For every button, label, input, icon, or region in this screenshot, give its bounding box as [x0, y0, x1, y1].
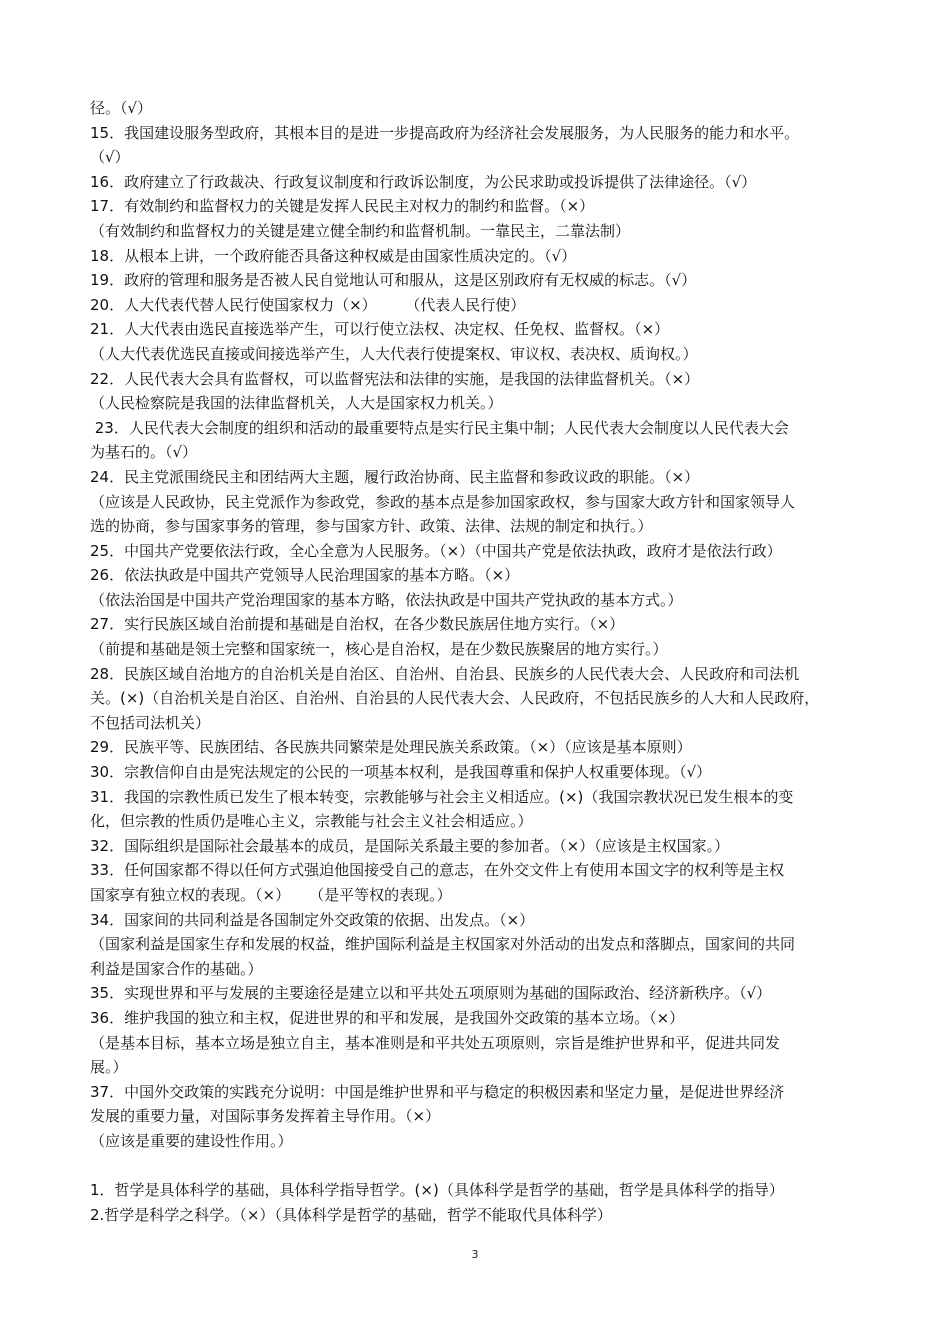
text-line: （国家利益是国家生存和发展的权益，维护国际利益是主权国家对外活动的出发点和落脚点，国家间的共同	[90, 935, 796, 954]
text-line: 16．政府建立了行政裁决、行政复议制度和行政诉讼制度，为公民求助或投诉提供了法律途径。（√）	[90, 172, 757, 191]
text-line: 发展的重要力量，对国际事务发挥着主导作用。（×）	[90, 1107, 441, 1126]
document-body	[90, 96, 870, 1227]
text-line: （人民检察院是我国的法律监督机关，人大是国家权力机关。）	[90, 394, 503, 413]
text-line: 关。(×)（自治机关是自治区、自治州、自治县的人民代表大会、人民政府，不包括民族乡的人大和人民政府，	[90, 689, 820, 708]
text-line: 不包括司法机关）	[90, 713, 211, 732]
text-line: （有效制约和监督权力的关键是建立健全制约和监督机制。一靠民主，二靠法制）	[90, 221, 631, 240]
text-line: （是基本目标，基本立场是独立自主，基本准则是和平共处五项原则，宗旨是维护世界和平，促进共同发	[90, 1033, 781, 1052]
text-line: 国家享有独立权的表现。（×） （是平等权的表现。）	[90, 886, 452, 904]
text-line: 选的协商，参与国家事务的管理，参与国家方针、政策、法律、法规的制定和执行。）	[90, 517, 653, 536]
text-line: 19．政府的管理和服务是否被人民自觉地认可和服从，这是区别政府有无权威的标志。（√）	[90, 271, 697, 290]
text-line: 径。（√）	[90, 99, 153, 117]
text-line: 2.哲学是科学之科学。（×）（具体科学是哲学的基础，哲学不能取代具体科学）	[90, 1205, 612, 1224]
text-line: 37．中国外交政策的实践充分说明：中国是维护世界和平与稳定的积极因素和坚定力量，是促进世界经济	[90, 1082, 785, 1101]
text-line: 利益是国家合作的基础。）	[90, 959, 263, 978]
text-line: （√）	[90, 148, 130, 167]
text-line: （人大代表优选民直接或间接选举产生，人大代表行使提案权、审议权、表决权、质询权。）	[90, 344, 698, 363]
text-line: 33．任何国家都不得以任何方式强迫他国接受自己的意志，在外交文件上有使用本国文字的权利等是主权	[90, 861, 785, 880]
text-line: 35．实现世界和平与发展的主要途径是建立以和平共处五项原则为基础的国际政治、经济新秩序。（√）	[90, 984, 772, 1003]
text-line: 28．民族区域自治地方的自治机关是自治区、自治州、自治县、民族乡的人民代表大会、人民政府和司法机	[90, 664, 800, 683]
text-line: 30．宗教信仰自由是宪法规定的公民的一项基本权利，是我国尊重和保护人权重要体现。（√）	[90, 763, 712, 782]
text-line: 为基石的。（√）	[90, 443, 198, 462]
text-line: （应该是重要的建设性作用。）	[90, 1131, 293, 1150]
text-line: 32．国际组织是国际社会最基本的成员，是国际关系最主要的参加者。（×）（应该是主权国家。）	[90, 836, 730, 855]
text-line: 24．民主党派围绕民主和团结两大主题，履行政治协商、民主监督和参政议政的职能。（×）	[90, 467, 700, 486]
text-line: 化，但宗教的性质仍是唯心主义，宗教能与社会主义社会相适应。）	[90, 812, 533, 831]
text-line: 15．我国建设服务型政府，其根本目的是进一步提高政府为经济社会发展服务，为人民服务的能力和水平。	[90, 123, 800, 142]
text-line: 21．人大代表由选民直接选举产生，可以行使立法权、决定权、任免权、监督权。（×）	[90, 320, 670, 339]
text-line: 25．中国共产党要依法行政，全心全意为人民服务。（×）（中国共产党是依法执政，政府才是依法行政）	[90, 541, 782, 560]
text-line: 20．人大代表代替人民行使国家权力（×） （代表人民行使）	[90, 295, 526, 314]
text-line: （应该是人民政协，民主党派作为参政党，参政的基本点是参加国家政权，参与国家大政方针和国家领导人	[90, 492, 796, 511]
text-line: 18．从根本上讲，一个政府能否具备这种权威是由国家性质决定的。（√）	[90, 246, 577, 265]
text-line: 36．维护我国的独立和主权，促进世界的和平和发展，是我国外交政策的基本立场。（×）	[90, 1008, 685, 1027]
text-line: 23．人民代表大会制度的组织和活动的最重要特点是实行民主集中制；人民代表大会制度以人民代表大会	[90, 418, 789, 437]
blank-line	[90, 1154, 870, 1179]
text-line: 17．有效制约和监督权力的关键是发挥人民民主对权力的制约和监督。（×）	[90, 197, 595, 216]
text-line: （依法治国是中国共产党治理国家的基本方略，依法执政是中国共产党执政的基本方式。）	[90, 590, 683, 609]
text-line: （前提和基础是领土完整和国家统一，核心是自治权，是在少数民族聚居的地方实行。）	[90, 640, 668, 659]
text-line: 27．实行民族区域自治前提和基础是自治权，在各少数民族居住地方实行。（×）	[90, 615, 625, 634]
text-line: 31．我国的宗教性质已发生了根本转变，宗教能够与社会主义相适应。(×)（我国宗教状况已发生根本的变	[90, 787, 794, 806]
text-line: 34．国家间的共同利益是各国制定外交政策的依据、出发点。（×）	[90, 910, 535, 929]
text-line: 1．哲学是具体科学的基础，具体科学指导哲学。(×)（具体科学是哲学的基础，哲学是具体科学的指导）	[90, 1181, 784, 1200]
text-line: 展。）	[90, 1058, 128, 1077]
text-line: 22．人民代表大会具有监督权，可以监督宪法和法律的实施，是我国的法律监督机关。（×）	[90, 369, 700, 388]
page-number: 3	[471, 1248, 479, 1261]
text-line: 26．依法执政是中国共产党领导人民治理国家的基本方略。（×）	[90, 566, 520, 585]
text-line: 29．民族平等、民族团结、各民族共同繁荣是处理民族关系政策。（×）（应该是基本原则）	[90, 738, 692, 757]
